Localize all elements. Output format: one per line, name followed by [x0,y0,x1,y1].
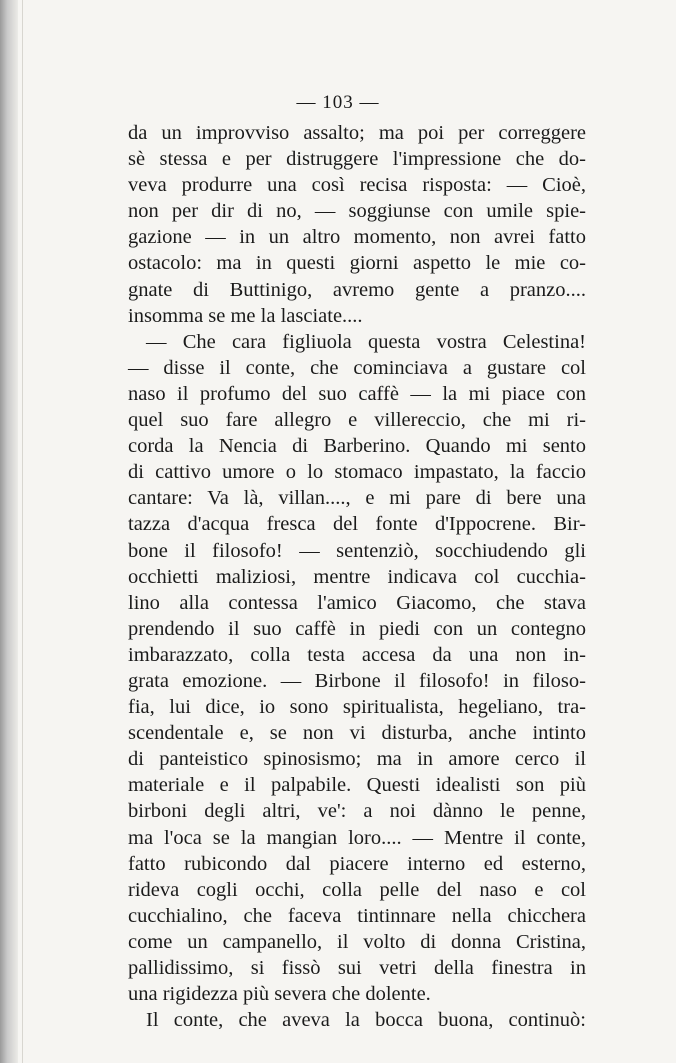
text-line: bone il filosofo! — sentenziò, socchiudendo gli [128,539,586,562]
text-line: cucchialino, che faceva tintinnare nella chicchera [128,904,586,927]
body-text [128,120,586,1033]
text-line: di panteistico spinosismo; ma in amore cerco il [128,748,586,771]
text-line: fatto rubicondo dal piacere interno ed esterno, [128,852,586,875]
text-line: lino alla contessa l'amico Giacomo, che stava [128,591,586,614]
text-line: ostacolo: ma in questi giorni aspetto le mie co- [128,252,586,275]
text-line: pallidissimo, si fissò sui vetri della finestra in [128,957,586,979]
page-spine-shadow [0,0,18,1063]
text-line: da un improvviso assalto; ma poi per correggere [128,122,586,144]
text-line: non per dir di no, — soggiunse con umile spie- [128,200,586,223]
text-line: ma l'oca se la mangian loro.... — Mentre il conte, [128,826,586,849]
text-line: occhietti maliziosi, mentre indicava col cucchia- [128,565,586,588]
text-line: di cattivo umore o lo stomaco impastato, la faccio [128,461,586,484]
text-line: una rigidezza più severa che dolente. [128,983,431,1006]
text-line: birboni degli altri, ve': a noi dànno le penne, [128,800,586,823]
text-line: cantare: Va là, villan...., e mi pare di bere una [128,487,586,510]
text-line: come un campanello, il volto di donna Cristina, [128,930,586,953]
text-line: veva produrre una così recisa risposta: — Cioè, [128,174,586,197]
text-line: insomma se me la lasciate.... [128,304,363,327]
text-line: tazza d'acqua fresca del fonte d'Ippocrene. Bir- [128,513,586,536]
text-line: quel suo fare allegro e villereccio, che mi ri- [128,409,586,432]
text-line: gazione — in un altro momento, non avrei fatto [128,226,586,249]
text-line: — Che cara figliuola questa vostra Celestina! [146,330,586,353]
text-line: corda la Nencia di Barberino. Quando mi sento [128,435,586,458]
text-line: grata emozione. — Birbone il filosofo! in filoso- [128,669,586,692]
page-spine-edge [22,0,23,1063]
text-line: — disse il conte, che cominciava a gustare col [128,356,586,379]
text-line: sè stessa e per distruggere l'impressione che do- [128,148,586,171]
text-line: scendentale e, se non vi disturba, anche intinto [128,722,586,745]
page-number: — 103 — [296,92,380,113]
text-line: imbarazzato, colla testa accesa da una non in- [128,643,586,666]
text-line: gnate di Buttinigo, avremo gente a pranzo.... [128,278,586,301]
text-line: rideva cogli occhi, colla pelle del naso e col [128,878,586,901]
text-line: Il conte, che aveva la bocca buona, continuò: [146,1009,586,1032]
text-line: fia, lui dice, io sono spiritualista, hegeliano, tra- [128,696,586,719]
text-line: prendendo il suo caffè in piedi con un contegno [128,617,586,640]
text-line: materiale e il palpabile. Questi idealisti son più [128,774,586,797]
text-line: naso il profumo del suo caffè — la mi piace con [128,382,586,405]
